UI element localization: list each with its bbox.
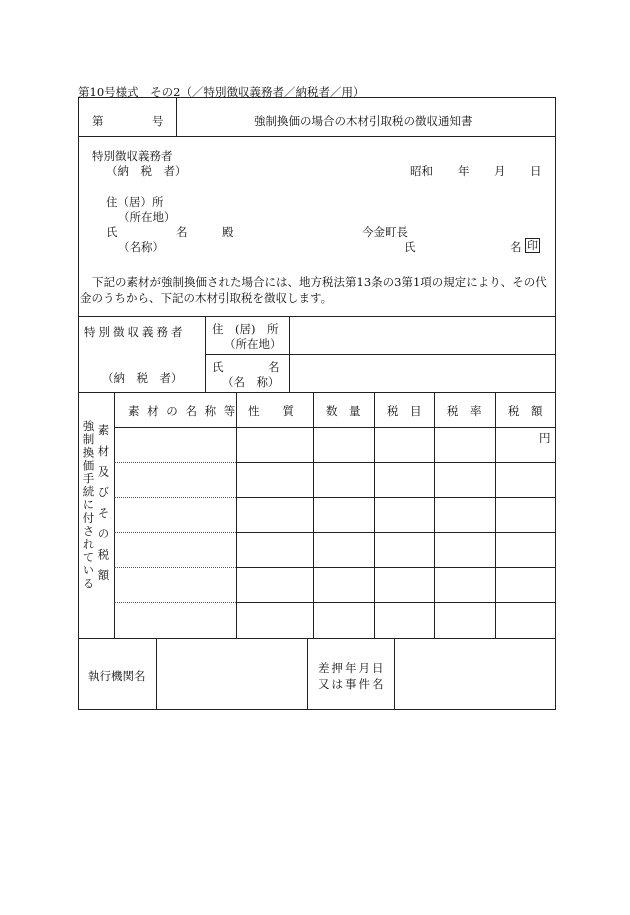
seizure-label-line1: 差押年月日 [318, 661, 386, 675]
table-row-line [236, 567, 556, 568]
table-row-dotted [114, 602, 236, 603]
table-row-line [236, 532, 556, 533]
payer-mid-line [205, 354, 556, 355]
payer-bottom-line [78, 392, 556, 393]
seal-mark: 印 [527, 239, 538, 252]
date-month-unit: 月 [494, 164, 506, 178]
payer-sub-label: （納 税 者） [102, 371, 183, 385]
date-day-unit: 日 [530, 164, 542, 178]
address-label: 住（居）所 [106, 195, 164, 209]
table-row-line [236, 602, 556, 603]
table-row-line [236, 497, 556, 498]
table-row-line [236, 462, 556, 463]
payer-label: 特別徴収義務者 [84, 325, 186, 339]
column-header-material: 素 材 の 名 称 等 [128, 404, 238, 418]
agency-label: 執行機関名 [88, 669, 146, 683]
table-bottom-line [78, 638, 556, 639]
payer-name-b: 名 [268, 360, 280, 374]
table-row-dotted [114, 497, 236, 498]
payer-address-label: 住 (居) 所 [212, 322, 279, 336]
sender-name-b: 名 [510, 240, 522, 254]
honorific: 殿 [222, 225, 234, 239]
payer-name-sub: （名 称） [222, 375, 280, 389]
recipient-line1: 特別徴収義務者 [92, 149, 173, 163]
table-row-dotted [114, 462, 236, 463]
currency-unit: 円 [539, 431, 551, 445]
payer-top-line [78, 316, 556, 317]
form-label: 第10号様式 その2（／特別徴収義務者／納税者／用） [78, 85, 365, 99]
side-label-right: 素材及びその税額 [96, 424, 111, 590]
column-header-tax-item: 税 目 [387, 404, 422, 418]
number-suffix: 号 [152, 114, 164, 128]
name-label-b: 名 [176, 225, 188, 239]
footer-divider-2 [307, 638, 308, 710]
notice-text-line1: 下記の素材が強制換価された場合には、地方税法第13条の3第1項の規定により、その代 [92, 275, 547, 289]
table-row-dotted [114, 567, 236, 568]
sender-title: 今金町長 [362, 225, 408, 239]
address-sub-label: （所在地） [118, 210, 176, 224]
column-header-tax-rate: 税 率 [447, 404, 482, 418]
date-year-unit: 年 [458, 164, 470, 178]
column-header-quantity: 数 量 [326, 404, 361, 418]
header-bottom-line [78, 136, 556, 137]
name-sub-label: （名称） [118, 240, 164, 254]
number-prefix: 第 [92, 114, 104, 128]
date-era: 昭和 [410, 164, 433, 178]
column-header-tax-amount: 税 額 [508, 404, 543, 418]
side-label-left: 強制換価手続に付されている [81, 420, 96, 591]
seizure-label-line2: 又は事件名 [318, 677, 386, 691]
notice-text-line2: 金のうちから、下記の木材引取税を徴収します。 [80, 291, 333, 305]
payer-name-a: 氏 [212, 360, 224, 374]
column-header-property: 性 質 [248, 404, 294, 418]
header-divider [176, 97, 177, 137]
table-row-dotted [114, 532, 236, 533]
table-header-line [114, 427, 556, 428]
sender-name-a: 氏 [404, 240, 416, 254]
footer-divider-1 [156, 638, 157, 710]
footer-divider-3 [394, 638, 395, 710]
name-label-a: 氏 [106, 225, 118, 239]
payer-address-sub: （所在地） [224, 337, 282, 351]
document-title: 強制換価の場合の木材引取税の徴収通知書 [254, 114, 473, 128]
recipient-line2: （納 税 者） [106, 164, 187, 178]
